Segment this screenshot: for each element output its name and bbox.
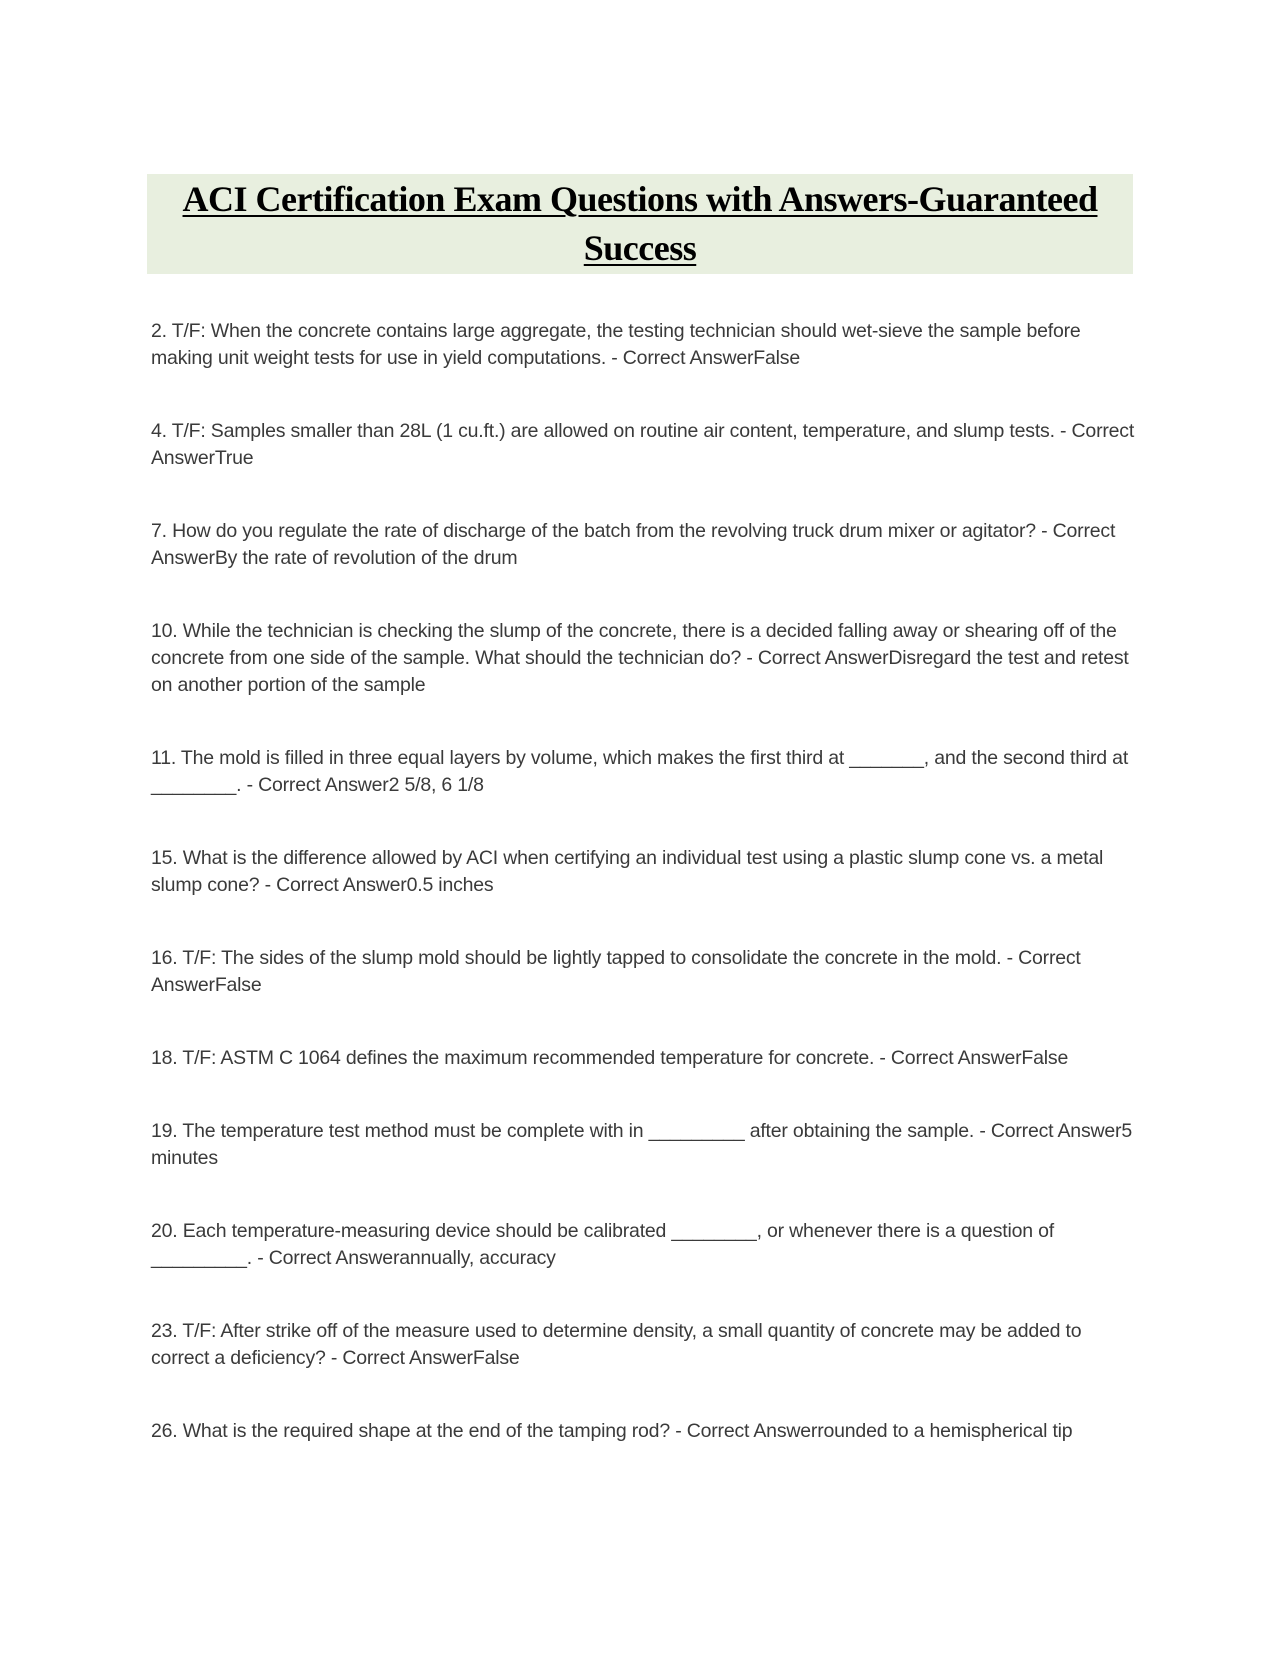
document-title-line-1: ACI Certification Exam Questions with Answers-Guaranteed	[182, 179, 1098, 219]
question-item-15: 15. What is the difference allowed by ACI when certifying an individual test using a plastic slump cone vs. a metal slump cone? - Correct Answer0.5 inches	[151, 847, 1104, 896]
question-item-2: 2. T/F: When the concrete contains large aggregate, the testing technician should wet-sieve the sample before making unit weight tests for use in yield computations. - Correct AnswerFalse	[151, 320, 1081, 369]
question-item-11: 11. The mold is filled in three equal layers by volume, which makes the first third at _______, and the second third at ________. - Correct Answer2 5/8, 6 1/8	[151, 747, 1129, 796]
title-banner	[147, 174, 1133, 274]
question-item-19: 19. The temperature test method must be complete with in _________ after obtaining the sample. - Correct Answer5 minutes	[151, 1120, 1132, 1169]
question-item-18: 18. T/F: ASTM C 1064 defines the maximum recommended temperature for concrete. - Correct AnswerFalse	[151, 1047, 1069, 1069]
question-item-4: 4. T/F: Samples smaller than 28L (1 cu.ft.) are allowed on routine air content, temperature, and slump tests. - Correct AnswerTrue	[151, 420, 1135, 469]
question-item-10: 10. While the technician is checking the slump of the concrete, there is a decided falling away or shearing off of the concrete from one side of the sample. What should the technician do? - Correct AnswerDisregard the test and retest on another portion of the sample	[151, 620, 1129, 696]
document-title	[147, 174, 1133, 273]
question-item-26: 26. What is the required shape at the end of the tamping rod? - Correct Answerrounded to a hemispherical tip	[151, 1420, 1073, 1442]
document-title-line-2: Success	[583, 228, 697, 268]
question-item-16: 16. T/F: The sides of the slump mold should be lightly tapped to consolidate the concrete in the mold. - Correct AnswerFalse	[151, 947, 1081, 996]
question-item-20: 20. Each temperature-measuring device should be calibrated ________, or whenever there is a question of _________. - Correct Answerannually, accuracy	[151, 1220, 1054, 1269]
question-item-7: 7. How do you regulate the rate of discharge of the batch from the revolving truck drum mixer or agitator? - Correct AnswerBy the rate of revolution of the drum	[151, 520, 1116, 569]
question-list	[151, 318, 1141, 1445]
question-item-23: 23. T/F: After strike off of the measure used to determine density, a small quantity of concrete may be added to correct a deficiency? - Correct AnswerFalse	[151, 1320, 1082, 1369]
